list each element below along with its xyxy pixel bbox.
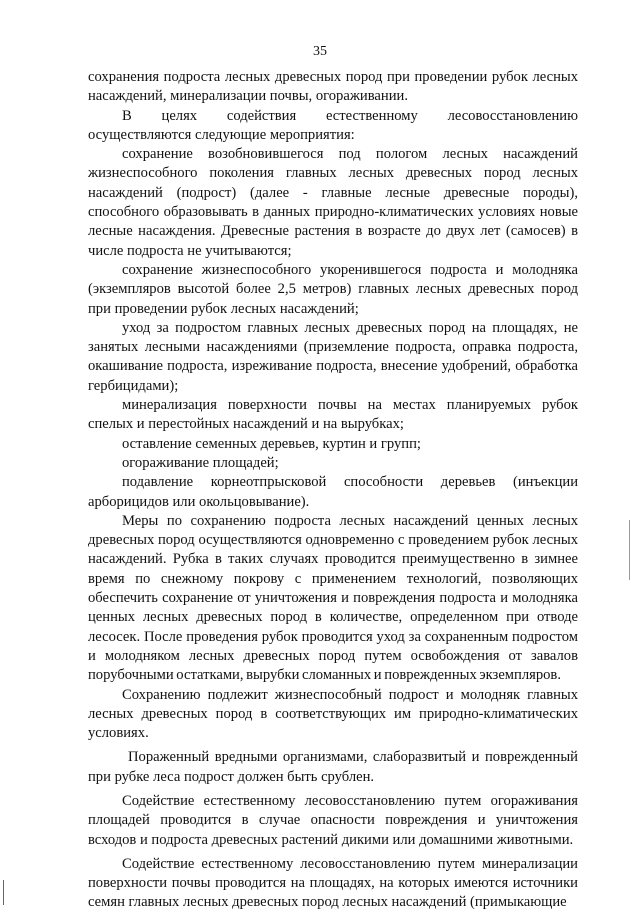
list-item: уход за подростом главных лесных древесных пород на площадях, не занятых лесными насаждениями (приземление подроста, оправка подроста, окашивание подроста, изреживание подроста, внесение удобрений, обработка гербицидами); <box>88 319 578 394</box>
paragraph: В целях содействия естественному лесовосстановлению осуществляются следующие мероприятия: <box>88 107 578 143</box>
list-item: минерализация поверхности почвы на местах планируемых рубок спелых и перестойных насаждений и на вырубках; <box>88 397 578 433</box>
paragraph: Содействие естественному лесовосстановлению путем минерализации поверхности почвы проводится на площадях, на которых имеются источники семян главных лесных древесных пород лесных насаждений (примыкающие <box>88 855 578 911</box>
list-item: огораживание площадей; <box>122 454 279 471</box>
list-item: подавление корнеотпрысковой способности деревьев (инъекции арборицидов или окольцовывание). <box>88 474 578 510</box>
paragraph: Сохранению подлежит жизнеспособный подрост и молодняк главных лесных древесных пород в соответствующих им природно-климатических условиях. <box>88 686 578 742</box>
scan-margin-line <box>629 520 630 580</box>
page-number: 35 <box>313 44 327 59</box>
scan-edge-line <box>3 880 4 905</box>
list-item: сохранение жизнеспособного укоренившегося подроста и молодняка (экземпляров высотой более 2,5 метров) главных лесных древесных пород при проведении рубок лесных насаждений; <box>88 261 578 317</box>
list-item: оставление семенных деревьев, куртин и групп; <box>122 435 421 452</box>
paragraph: Пораженный вредными организмами, слаборазвитый и поврежденный при рубке леса подрост должен быть срублен. <box>88 749 578 785</box>
body-text <box>88 68 578 913</box>
paragraph: Меры по сохранению подроста лесных насаждений ценных лесных древесных пород осуществляются одновременно с проведением рубок лесных насаждений. Рубка в таких случаях проводится преимущественно в зимнее время по снежному покрову с применением технологий, позволяющих обеспечить сохранение от уничтожения и повреждения подроста и молодняка ценных лесных древесных пород в количестве, определенном при отводе лесосек. После проведения рубок проводится уход за сохраненным подростом и молодняком лесных древесных пород путем освобождения от завалов порубочными остатками, вырубки сломанных и поврежденных экземпляров. <box>88 512 578 684</box>
paragraph: сохранения подроста лесных древесных пород при проведении рубок лесных насаждений, минерализации почвы, огораживании. <box>88 69 578 105</box>
list-item: сохранение возобновившегося под пологом лесных насаждений жизнеспособного поколения главных лесных древесных пород лесных насаждений (подрост) (далее - главные лесные древесные породы), способного образовывать в данных природно-климатических условиях новые лесные насаждения. Древесные растения в возрасте до двух лет (самосев) в числе подроста не учитываются; <box>88 146 578 259</box>
paragraph: Содействие естественному лесовосстановлению путем огораживания площадей проводится в случае опасности повреждения и уничтожения всходов и подроста древесных растений дикими или домашними животными. <box>88 792 578 848</box>
